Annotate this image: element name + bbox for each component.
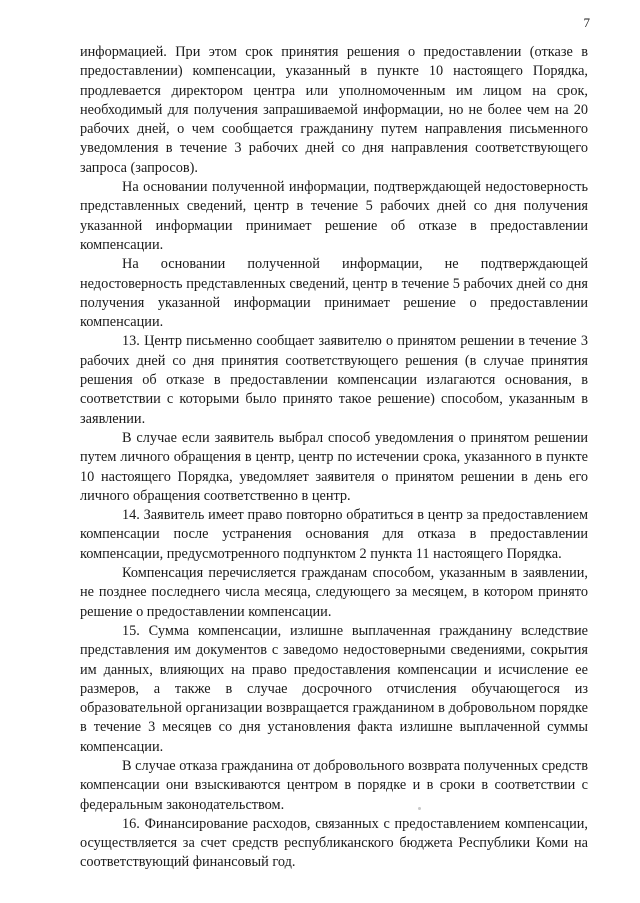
paragraph-clause-15: 15. Сумма компенсации, излишне выплаченная гражданину вследствие представления им документов с заведомо недостоверными сведениями, сокрытия им данных, влияющих на право предоставления компенсации и исчисление ее размеров, а также в случае досрочного отчисления обучающегося из образовательной организации возвращается гражданином в добровольном порядке в течение 3 месяцев со дня установления факта излишне выплаченной суммы компенсации. [80,622,588,755]
paragraph-clause-13: 13. Центр письменно сообщает заявителю о принятом решении в течение 3 рабочих дней со дня принятия соответствующего решения (в случае принятия решения об отказе в предоставлении компенсации излагаются основания, в соответствии с которыми было принято такое решение) способом, указанным в заявлении. [80,333,588,427]
paragraph: На основании полученной информации, не подтверждающей недостоверность представленных сведений, центр в течение 5 рабочих дней со дня получения указанной информации принимает решение о предоставлении компенсации. [80,256,588,331]
document-body [80,43,588,873]
scan-speck [418,807,421,810]
paragraph-continuation: информацией. При этом срок принятия решения о предоставлении (отказе в предоставлении) компенсации, указанный в пункте 10 настоящего Порядка, продлевается директором центра или уполномоченным им лицом на срок, необходимый для получения запрашиваемой информации, но не более чем на 20 рабочих дней, о чем сообщается гражданину путем направления письменного уведомления в течение 3 рабочих дней со дня направления соответствующего запроса (запросов). [80,44,588,176]
paragraph-clause-14: 14. Заявитель имеет право повторно обратиться в центр за предоставлением компенсации после устранения основания для отказа в предоставлении компенсации, предусмотренного подпунктом 2 пункта 11 настоящего Порядка. [80,507,588,562]
page-number: 7 [583,15,590,30]
paragraph: На основании полученной информации, подтверждающей недостоверность представленных сведений, центр в течение 5 рабочих дней со дня получения указанной информации принимает решение об отказе в предоставлении компенсации. [80,179,588,253]
paragraph: В случае если заявитель выбрал способ уведомления о принятом решении путем личного обращения в центр, центр по истечении срока, указанного в пункте 10 настоящего Порядка, уведомляет заявителя о принятом решении в день его личного обращения соответственно в центр. [80,429,588,504]
paragraph-clause-16: 16. Финансирование расходов, связанных с предоставлением компенсации, осуществляется за счет средств республиканского бюджета Республики Коми на соответствующий финансовый год. [80,815,588,871]
paragraph: В случае отказа гражданина от добровольного возврата полученных средств компенсации они взыскиваются центром в порядке и в сроки в соответствии с федеральным законодательством. [80,757,588,813]
paragraph: Компенсация перечисляется гражданам способом, указанным в заявлении, не позднее последнего числа месяца, следующего за месяцем, в котором принято решение о предоставлении компенсации. [80,565,588,620]
